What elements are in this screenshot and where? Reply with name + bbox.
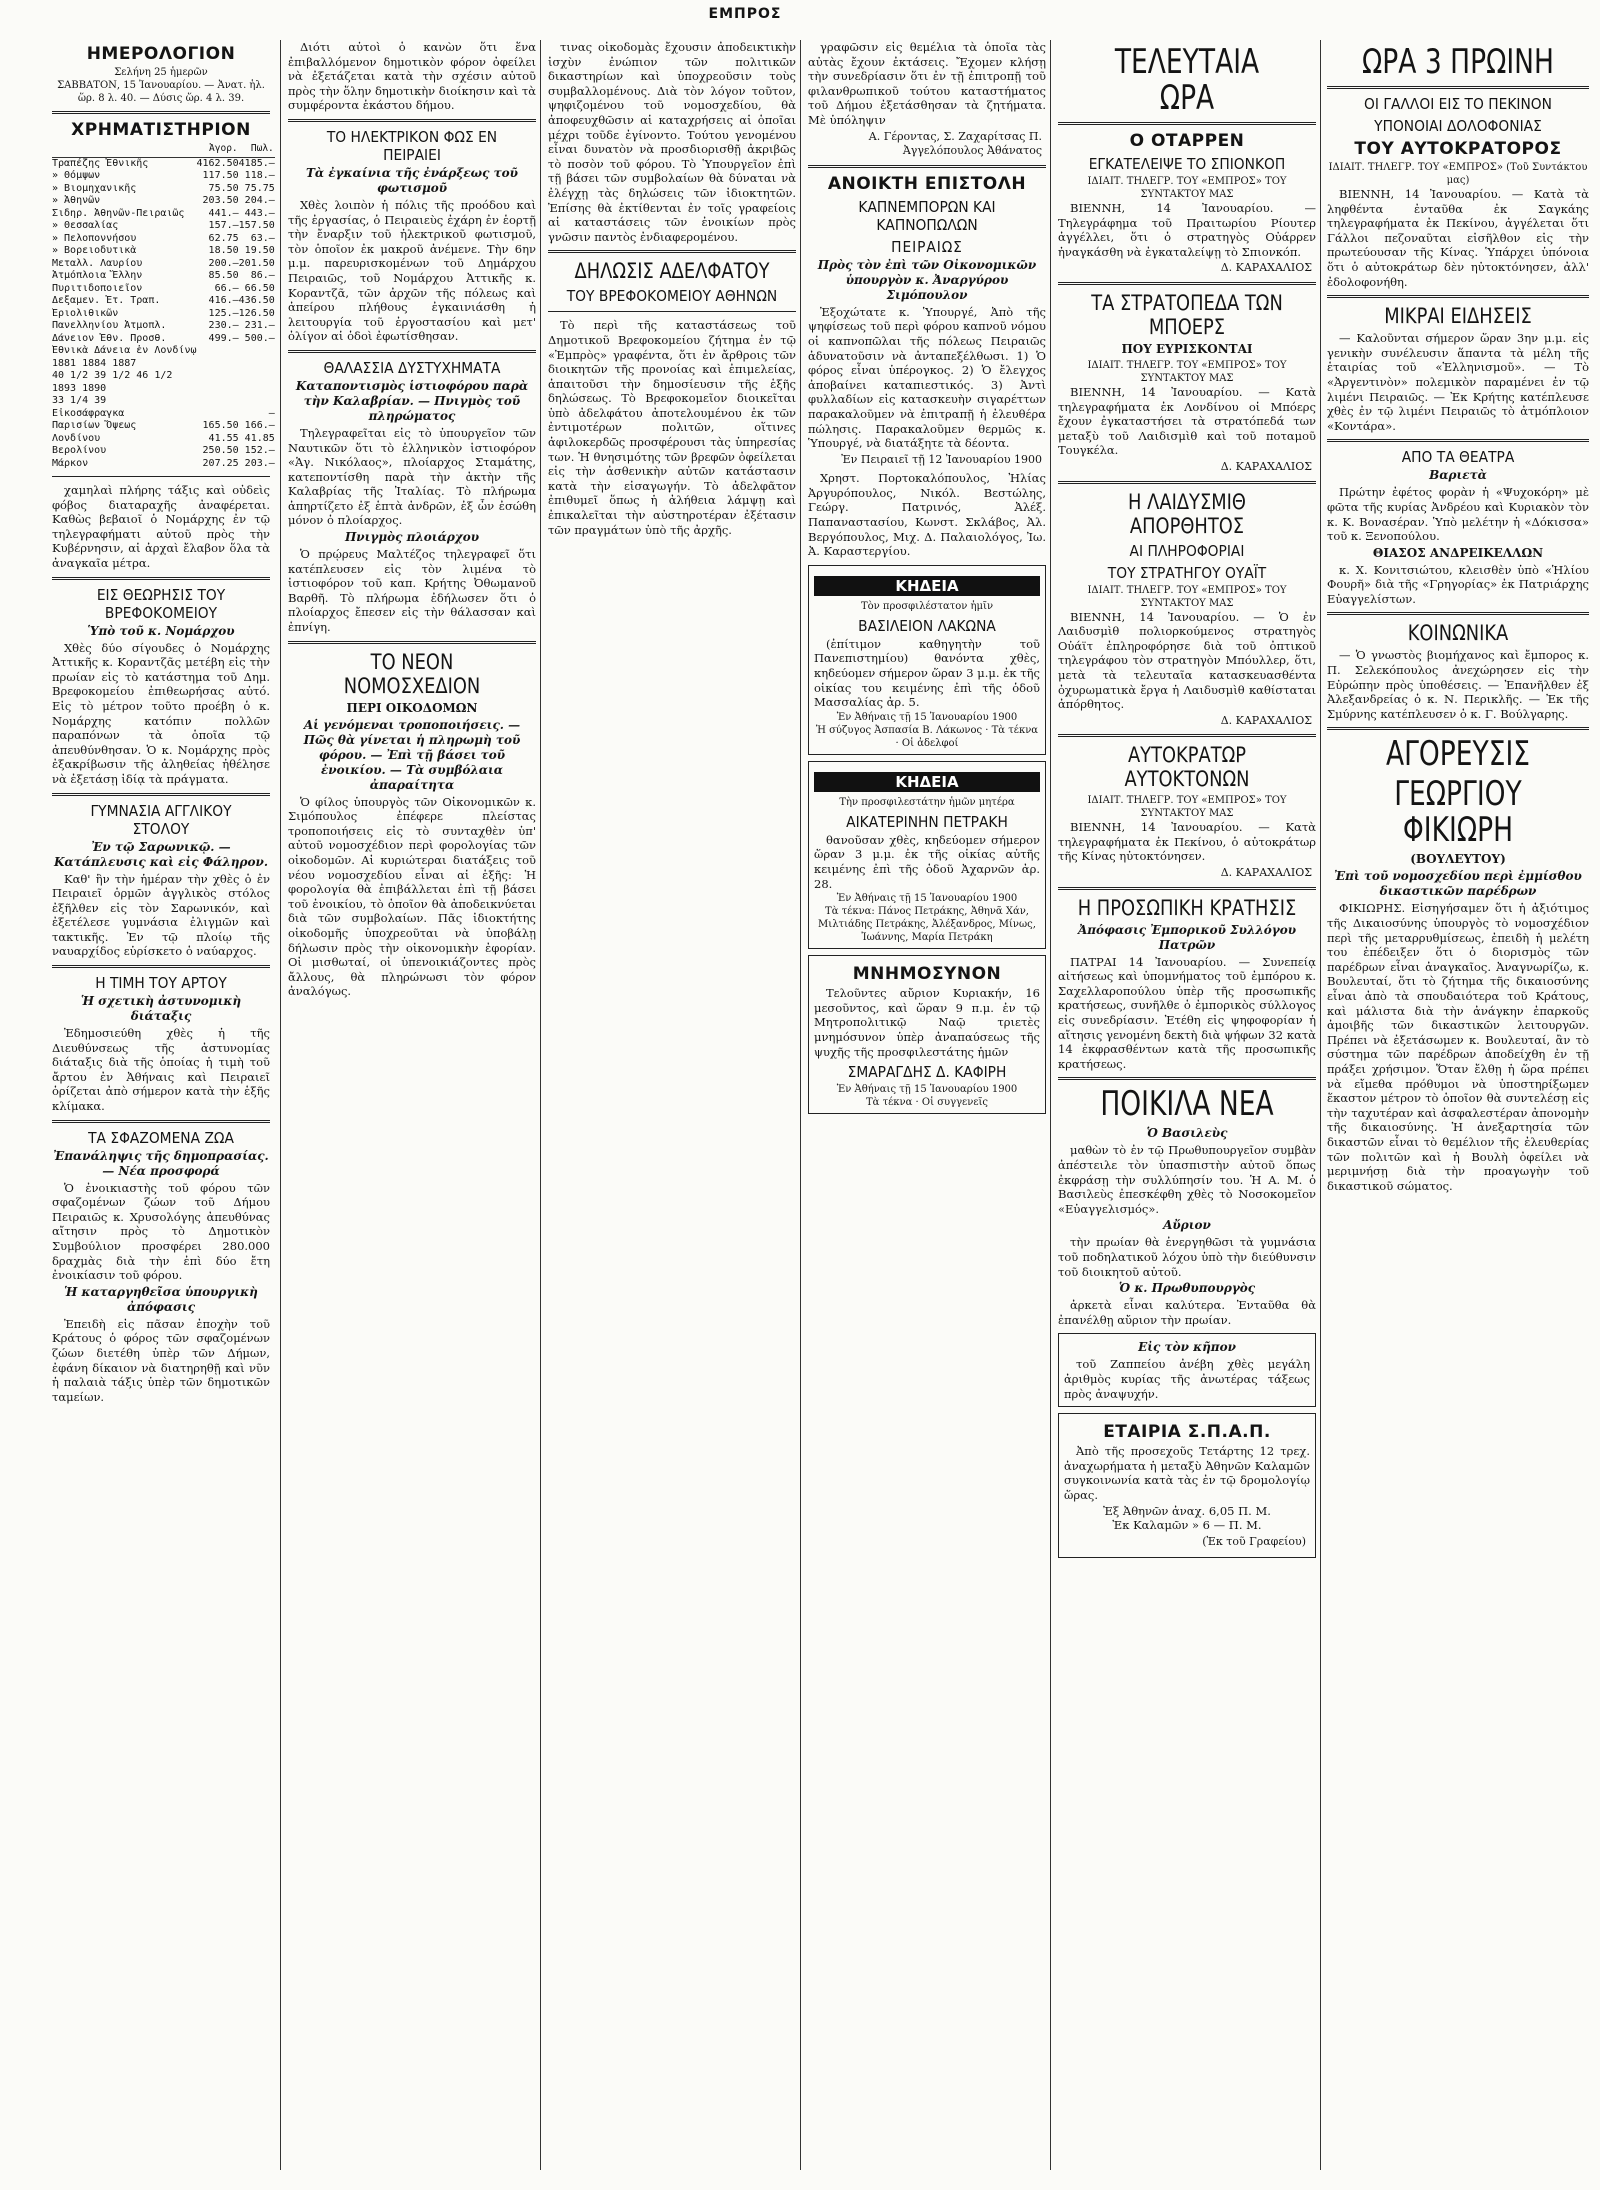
sell-price: 118.— (244, 170, 275, 181)
signers-list: Χρηστ. Πορτοκαλόπουλος, Ἠλίας Ἀργυρόπουλος, Νικόλ. Βεστώλης, Γεώργ. Πατρινός, Ἀλέξ. Παπαναστασίου, Κωνστ. Σκλάβος, Ἀλ. Βεργόπουλος, Μιχ. Δ. Παλαιολόγος, Ἰω. Ἀ. Καραστεργίου. (808, 471, 1046, 559)
exchange-header-cell: Πωλ. (239, 142, 275, 157)
exchange-row (52, 195, 275, 208)
headline-secondary: ΠΟΥ ΕΥΡΙΣΚΟΝΤΑΙ (1121, 341, 1253, 356)
exchange-row (52, 345, 275, 358)
article-text: Χθὲς δύο σίγουδες ὁ Νομάρχης Ἀττικῆς κ. Κοραντζᾶς μετέβη εἰς τὴν πρωίαν εἰς τὸ κατάστημα τοῦ Δημ. Βρεφοκομείου ἐπιθεωρήσας αὐτό. Εἰς τὸ μέτρον τοῦτο προέβη ὁ κ. Νομάρχης κατόπιν πολλῶν παραπόνων τὰ ὁποῖα τῷ ἀπευθύνθησαν. Ὁ κ. Νομάρχης πρὸς ἐξακρίβωσιν τῆς ἀληθείας ἠθέλησε νὰ ἐξετάσῃ ἰδίᾳ τὰ πράγματα. (52, 640, 270, 786)
calendar-title: ΗΜΕΡΟΛΟΓΙΟΝ (86, 44, 236, 64)
subheadline: (ΒΟΥΛΕΥΤΟΥ) (1410, 852, 1506, 867)
exchange-row (52, 370, 275, 383)
buy-price: 157.— (208, 220, 239, 231)
security-name: » Βιομηχανικῆς (52, 182, 137, 194)
subheadline: Αὔριον (1163, 1218, 1211, 1233)
article-text: Ἐπειδὴ εἰς πᾶσαν ἐποχὴν τοῦ Κράτους ὁ φόρος τῶν σφαζομένων ζώων διετέθη ὑπὲρ τῶν Δήμων, ἐφάνη δίκαιον νὰ διατηρηθῇ καὶ νῦν ἡ παλαιὰ τάξις ὑπὲρ τῶν δημοτικῶν ταμείων. (52, 1316, 270, 1404)
buy-price: 499.— (208, 332, 239, 344)
subheadline: Ἐπανάληψις τῆς δημοπρασίας. — Νέα προσφορά (53, 1148, 269, 1178)
security-name: » Βορειοδυτικὰ (52, 245, 137, 256)
letter-date: Ἐν Πειραιεῖ τῇ 12 Ἰανουαρίου 1900 (841, 452, 1042, 466)
sell-price (239, 370, 275, 383)
article-text: — Ὁ γνωστὸς βιομήχανος καὶ ἔμπορος κ. Π. Σελεκόπουλος ἀνεχώρησεν εἰς τὴν Εὐρώπην πρὸς ὑποθέσεις. — Ἐπανῆλθεν ἐξ Ἀλεξανδρείας ὁ κ. Ν. Περικλῆς. — Ἐκ τῆς Σμύρνης κατέπλευσεν ὁ κ. Γ. Βούλγαρης. (1327, 648, 1589, 721)
headline-tertiary: ΤΟΥ ΣΤΡΑΤΗΓΟΥ ΟΥΑΪΤ (1107, 563, 1267, 582)
subheadline: Ἐν τῷ Σαρωνικῷ. — Κατάπλευσις καὶ εἰς Φάληρον. (53, 839, 269, 869)
buy-price (197, 345, 239, 358)
sell-price: 63.— (250, 232, 275, 244)
funeral-family: Τὰ τέκνα: Πάνος Πετράκης, Ἀθηνᾶ Χάν, Μιλτιάδης Πετράκης, Ἀλέξανδρος, Μίνως, Ἰωάννης, Μαρία Πετράκη (818, 906, 1036, 944)
headline: ΤΟ ΝΕΟΝ ΝΟΜΟΣΧΕΔΙΟΝ (343, 649, 481, 698)
security-name: Ἐριολιθικῶν (52, 307, 119, 319)
notice-text: τοῦ Ζαππείου ἀνέβη χθὲς μεγάλη ἀριθμὸς κυρίας τῆς ἀνωτέρας τάξεως πρὸς ἀναψυχήν. (1064, 1357, 1310, 1401)
sell-price (239, 383, 275, 396)
article-text: Χθὲς λοιπὸν ἡ πόλις τῆς προόδου καὶ τῆς ἐργασίας, ὁ Πειραιεὺς ἐχάρη ἐν ἑορτῇ τὴν ἔναρξιν τοῦ ἠλεκτρικοῦ φωτισμοῦ, τὸν ὁποῖον ἐκ μακροῦ ἀνέμενε. Τὴν 6ην μ.μ. παρευρισκομένων τοῦ Δημάρχου Πειραιῶς, τοῦ Νομάρχου Ἀττικῆς κ. Κοραντζᾶ, τῶν ἀρχῶν τῆς πόλεως καὶ ἀπείρου πλήθους ἐγκαινιάσθη ἡ λειτουργία τοῦ ἐργοστασίου καὶ μετ' ὀλίγον αἱ ὁδοὶ ἐφωτίσθησαν. (288, 197, 536, 344)
headline: ΤΑ ΣΤΡΑΤΟΠΕΔΑ ΤΩΝ ΜΠΟΕΡΣ (1091, 290, 1283, 339)
memorial-text: Τελοῦντες αὔριον Κυριακήν, 16 μεσοῦντος, καὶ ὥραν 9 π.μ. ἐν τῷ Μητροπολιτικῷ Ναῷ τριετὲς μνημόσυνον ὑπὲρ ἀναπαύσεως τῆς ψυχῆς τῆς προσφιλεστάτης ἡμῶν (814, 986, 1040, 1059)
exchange-row (52, 245, 275, 258)
security-name: Λονδίνου (52, 432, 101, 444)
security-name: Ἀτμόπλοια Ἕλλην (52, 270, 143, 281)
article-text: ΒΙΕΝΝΗ, 14 Ἰανουαρίου. — Κατὰ τηλεγραφήματα ἐκ Πεκίνου, ὁ αὐτοκράτωρ τῆς Κίνας ηὐτοκτόνησεν. (1058, 820, 1316, 864)
exchange-row (52, 395, 275, 408)
headline: ΚΟΙΝΩΝΙΚΑ (1407, 621, 1509, 646)
exchange-header-cell (52, 142, 197, 157)
security-name: Τραπέζης Ἐθνικῆς (52, 157, 149, 169)
column-5 (1050, 40, 1323, 2170)
correspondent: Δ. ΚΑΡΑΧΑΛΙΟΣ (1220, 713, 1312, 727)
security-name: » Πελοποννήσου (52, 232, 137, 244)
sell-price: 41.85 (244, 432, 275, 444)
subheadline: Ἡ σχετικὴ ἀστυνομικὴ διάταξις (80, 994, 242, 1024)
headline: ΔΗΛΩΣΙΣ ΑΔΕΛΦΑΤΟΥ (574, 259, 770, 284)
exchange-row (52, 458, 275, 471)
subheadline: Βαριετὰ (1429, 468, 1487, 483)
wire-credit: ΙΔΙΑΙΤ. ΤΗΛΕΓΡ. ΤΟΥ «ΕΜΠΡΟΣ» ΤΟΥ ΣΥΝΤΑΚΤΟΥ ΜΑΣ (1087, 176, 1287, 200)
signature: Α. Γέροντας, Σ. Ζαχαρίτσας Π. Ἀγγελόπουλος Ἀθάνατος (868, 129, 1042, 158)
buy-price: 75.50 (208, 182, 239, 194)
wire-credit: ΙΔΙΑΙΤ. ΤΗΛΕΓΡ. ΤΟΥ «ΕΜΠΡΟΣ» (Τοῦ Συντάκτου μας) (1328, 162, 1588, 186)
buy-price: 207.25 (202, 457, 239, 469)
buy-price: 62.75 (208, 232, 239, 244)
article-text: τὴν πρωίαν θὰ ἐνεργηθῶσι τὰ γυμνάσια τοῦ ποδηλατικοῦ λόχου ὑπὸ τὴν διεύθυνσιν τοῦ διοικητοῦ αὐτοῦ. (1058, 1235, 1316, 1279)
headline: ΤΟ ΗΛΕΚΤΡΙΚΟΝ ΦΩΣ ΕΝ ΠΕΙΡΑΙΕΙ (326, 127, 498, 164)
subheadline: Ἀπόφασις Ἐμπορικοῦ Συλλόγου Πατρῶν (1077, 922, 1297, 952)
memorial-name: ΣΜΑΡΑΓΔΗΣ Δ. ΚΑΦΙΡΗ (847, 1063, 1007, 1082)
security-name: Μάρκον (52, 457, 89, 469)
buy-price: 41.55 (208, 432, 239, 444)
exchange-row (52, 258, 275, 271)
article-text: Διότι αὐτοὶ ὁ κανὼν ὅτι ἕνα ἐπιβαλλόμενον δημοτικὸν φόρον ὀφείλει νὰ ἐξετάζεται κατὰ τὴν σχέσιν αὐτοῦ πρὸς τὴν ὅλην δημοτικὴν διοίκησιν καὶ τὰ συμφέροντα ἑκάστου δήμου. (288, 40, 536, 113)
sell-price: 231.— (244, 320, 275, 331)
headline-secondary: ΤΟΥ ΒΡΕΦΟΚΟΜΕΙΟΥ ΑΘΗΝΩΝ (566, 287, 778, 306)
security-name: Εἰκοσάφραγκα (52, 407, 125, 419)
subheadline: Ἐπὶ τοῦ νομοσχεδίου περὶ ἐμμίσθου δικαστικῶν παρέδρων (1334, 869, 1582, 899)
headline: ΤΑ ΣΦΑΖΟΜΕΝΑ ΖΩΑ (88, 1128, 234, 1147)
buy-price (197, 370, 239, 383)
column-1 (52, 40, 276, 2170)
buy-price: 230.— (208, 320, 239, 331)
security-name: 33 1/4 39 (52, 395, 107, 406)
exchange-row (52, 433, 275, 446)
headline: ΜΙΚΡΑΙ ΕΙΔΗΣΕΙΣ (1384, 304, 1532, 329)
subheadline: Ὁ κ. Πρωθυπουργὸς (1118, 1281, 1256, 1296)
correspondent: Δ. ΚΑΡΑΧΑΛΙΟΣ (1220, 866, 1312, 880)
article-text: ΒΙΕΝΝΗ, 14 Ἰανουαρίου. — Κατὰ τὰ ληφθέντα ἐνταῦθα ἐκ Σαγκάης τηλεγραφήματα ἐκ Πεκίνου, ἀγγέλεται ὅτι Γάλλοι πεζοναῦται εἰσῆλθον εἰς τὴν πρωτεύουσαν τῆς Κίνας. Ὑπάρχει ὑπόνοια ὅτι ὁ αὐτοκράτωρ δὲν ηὐτοκτόνησεν, ἀλλ' ἐδολοφονήθη. (1327, 187, 1589, 289)
correspondent: Δ. ΚΑΡΑΧΑΛΙΟΣ (1220, 261, 1312, 275)
sell-price: 204.— (244, 195, 275, 206)
exchange-row (52, 408, 275, 421)
sell-price: 75.75 (244, 182, 275, 194)
security-name: Πανελληνίου Ἀτμοπλ. (52, 320, 167, 331)
exchange-row (52, 295, 275, 308)
buy-price: 18.50 (208, 245, 239, 256)
article-text: ΠΑΤΡΑΙ 14 Ἰανουαρίου. — Συνεπείᾳ αἰτήσεως καὶ ὑπομνήματος τοῦ ἐμπόρου κ. Σαχελλαροπούλου ὑπὲρ τῆς προσωπικῆς κρατήσεως, συνῆλθε ὁ ἐμπορικὸς σύλλογος εἰς συνεδρίασιν. Ἐτέθη εἰς ψηφοφορίαν ἡ αἴτησις γενομένη δεκτὴ διὰ ψήφων 32 κατὰ 14 ἐκφρασθέντων κατὰ τῆς προσωπικῆς κρατήσεως. (1058, 954, 1316, 1071)
column-3 (540, 40, 803, 2170)
masthead: ΕΜΠΡΟΣ (708, 6, 782, 22)
exchange-row (52, 183, 275, 196)
sell-price: 152.— (244, 445, 275, 456)
buy-price: 200.— (208, 257, 239, 269)
timetable-row: Ἐξ Ἀθηνῶν ἀναχ. 6,05 Π. Μ. (1103, 1503, 1271, 1518)
article-text: μαθὼν τὸ ἐν τῷ Πρωθυπουργεῖον συμβὰν ἀπέστειλε τὸν ὑπασπιστὴν αὐτοῦ ὅπως ἐκφράσῃ τὴν συλλύπησίν του. Ἡ Α. Μ. ὁ Βασιλεὺς ἐπεσκέφθη χθὲς τὸ Νοσοκομεῖον «Εὐαγγελισμός». (1058, 1143, 1316, 1216)
buy-price: 441.— (208, 207, 239, 219)
memorial-family: Τὰ τέκνα · Οἱ συγγενεῖς (865, 1097, 989, 1109)
exchange-row (52, 220, 275, 233)
exchange-row (52, 358, 275, 371)
security-name: Πυριτιδοποιεῖον (52, 282, 143, 294)
sell-price: 86.— (250, 270, 275, 281)
timetable-row: Ἐκ Καλαμῶν » 6 — Π. Μ. (1112, 1518, 1262, 1533)
sell-price: 436.50 (238, 295, 275, 306)
headline: Η ΠΡΟΣΩΠΙΚΗ ΚΡΑΤΗΣΙΣ (1077, 895, 1297, 920)
funeral-notice-2 (808, 761, 1046, 949)
article-text: ἀρκετὰ εἶναι καλύτερα. Ἐνταῦθα θὰ ἐπανέλθῃ αὔριον τὴν πρωίαν. (1058, 1298, 1316, 1327)
subheadline: Αἱ γενόμεναι τροποποιήσεις. — Πῶς θὰ γίνεται ἡ πληρωμὴ τοῦ φόρου. — Ἐπὶ τῇ βάσει τοῦ ἐνοικίου. — Τὰ συμβόλαια ἀπαραίτητα (303, 717, 521, 792)
headline-tertiary: ΠΕΙΡΑΙΩΣ (891, 237, 963, 256)
sell-price: 4185.— (238, 157, 275, 169)
article-text: ΦΙΚΙΩΡΗΣ. Εἰσηγήσαμεν ὅτι ἡ ἀξιότιμος τῆς Δικαιοσύνης ὑπουργὸς τὸ νομοσχέδιον περὶ τῆς μεταρρυθμίσεως, ἐπειδὴ ἡ μελέτη του ἐπέδειξεν ὅτι ὁ διορισμὸς τῶν παρέδρων εἶναι ἀναγκαῖος. Ἀναγνωρίζω, κ. Βουλευταί, ὅτι τὸ ζήτημα τῆς δικαιοσύνης εἶναι ἀπὸ τὰ σπουδαιότερα τοῦ Κράτους, καὶ μάλιστα διὰ τὴν ἀνάγκην ἐπαρκοῦς ἀμοιβῆς τῶν δικαστικῶν λειτουργῶν. Πρέπει νὰ ἐξετάσωμεν κ. Βουλευταί, ἂν τὸ σύστημα τῶν παρέδρων ἀποδείχθη ἐν τῇ πράξει χρήσιμον. Ὅταν ἔλθῃ ἡ ὥρα πρέπει νὰ εἴμεθα πρόθυμοι νὰ ὑποστηρίξωμεν ἕκαστον μέτρον τὸ ὁποῖον θὰ συντελέσῃ εἰς τὴν ταχυτέραν καὶ ἀσφαλεστέραν ἀπονομὴν τῆς δικαιοσύνης. Ἡ ἀνεξαρτησία τῶν δικαστῶν εἶναι τὸ θεμέλιον τῆς ἐλευθερίας τῶν πολιτῶν καὶ ἡ Βουλὴ ὀφείλει νὰ μεριμνήσῃ διὰ τὴν προαγωγὴν τοῦ δικαστικοῦ σώματος. (1327, 901, 1589, 1193)
buy-price: 66.— (214, 282, 239, 294)
headline: ΕΙΣ ΘΕΩΡΗΣΙΣ ΤΟΥ ΒΡΕΦΟΚΟΜΕΙΟΥ (96, 585, 226, 622)
exchange-row (52, 157, 275, 170)
article-text: Καθ' ἣν τὴν ἡμέραν τὴν χθὲς ὁ ἐν Πειραιεῖ ὁρμῶν ἀγγλικὸς στόλος ἐξῆλθεν εἰς τὸν Σαρωνικόν, καὶ ἐξετέλεσε γυμνάσια ἐλιγμῶν καὶ τακτικῆς. Ἐν τῷ πλοίῳ τῆς ναυαρχίδος εὑρίσκετο ὁ ναύαρχος. (52, 871, 270, 959)
sell-price: — (268, 407, 275, 419)
sell-price: 19.50 (244, 245, 275, 256)
security-name: » Θόμψων (52, 170, 101, 181)
subheadline: Ἡ καταργηθεῖσα ὑπουργικὴ ἀπόφασις (64, 1284, 258, 1314)
buy-price: 4162.50 (196, 157, 239, 169)
exchange-row (52, 333, 275, 346)
buy-price: 125.— (208, 307, 239, 319)
buy-price (197, 395, 239, 408)
memorial-notice (808, 955, 1046, 1114)
funeral-text: θανοῦσαν χθὲς, κηδεύομεν σήμερον ὥραν 3 μ.μ. ἐκ τῆς οἰκίας αὐτῆς κειμένης ἐπὶ τῆς ὁδοῦ Ἀχαρνῶν ἀρ. 28. (814, 832, 1040, 891)
article-text: Πρώτην ἐφέτος φορὰν ἡ «Ψυχοκόρη» μὲ φῶτα τῆς κυρίας Ἀνδρέου καὶ Κυριακὸν τὸν κ. Κ. Βονασέραν. Ὑπὸ μελέτην ἡ «Δόκισσα» τοῦ κ. Ξενοπούλου. (1327, 485, 1589, 544)
funeral-intro: Τὸν προσφιλέστατον ἡμῖν (860, 600, 994, 612)
headline: Ο ΟΤΑΡΡΕΝ (1129, 131, 1245, 151)
sell-price: 166.— (244, 420, 275, 431)
correspondent: Δ. ΚΑΡΑΧΑΛΙΟΣ (1220, 459, 1312, 473)
buy-price (197, 383, 239, 396)
article-text: Τηλεγραφεῖται εἰς τὸ ὑπουργεῖον τῶν Ναυτικῶν ὅτι τὸ ἑλληνικὸν ἱστιοφόρον «Ἁγ. Νικόλαος», πλοίαρχος Σταμάτης, κατεποντίσθη παρὰ τὴν ἀκτὴν τῆς Καλαβρίας τῆς Ἰταλίας. Τὸ πλήρωμα ἀπηρτίζετο ἐξ ἑπτὰ ἀνδρῶν, ἐξ ὧν ἐσώθη μόνον ὁ πλοίαρχος. (288, 425, 536, 528)
columns (52, 40, 1592, 2170)
wire-credit: ΙΔΙΑΙΤ. ΤΗΛΕΓΡ. ΤΟΥ «ΕΜΠΡΟΣ» ΤΟΥ ΣΥΝΤΑΚΤΟΥ ΜΑΣ (1087, 795, 1287, 820)
sell-price: 500.— (244, 332, 275, 344)
funeral-text: (ἐπίτιμον καθηγητὴν τοῦ Πανεπιστημίου) θανόντα χθὲς, κηδεύομεν σήμερον ὥραν 3 μ.μ. ἐκ τῆς οἰκίας του κειμένης ἐπὶ τῆς ὁδοῦ Μασσαλίας ἀρ. 5. (814, 636, 1040, 710)
exchange-title: ΧΡΗΜΑΤΙΣΤΗΡΙΟΝ (71, 120, 251, 140)
article-text: γραφῶσιν εἰς θεμέλια τὰ ὁποῖα τὰς αὐτὰς ἔχουν ἐκτάσεις. Ἔχομεν κλήσῃ τὴν συνεδρίασιν ὅτι ἐν τῇ ἐπιτροπῇ τοῦ φιλανθρωπικοῦ τούτου καταστήματος τοῦ Δήμου ἐξετάσθησαν τὰ ζητήματα. Μὲ ὑπόληψιν (808, 40, 1046, 127)
headline-secondary: ΠΕΡΙ ΟΙΚΟΔΟΜΩΝ (346, 700, 478, 715)
sell-price (239, 345, 275, 358)
security-name: Σιδηρ. Ἀθηνῶν-Πειραιῶς (52, 207, 185, 219)
funeral-name: ΑΙΚΑΤΕΡΙΝΗΝ ΠΕΤΡΑΚΗ (846, 812, 1008, 831)
exchange-row (52, 320, 275, 333)
headline-tertiary: ΤΟΥ ΑΥΤΟΚΡΑΤΟΡΟΣ (1354, 139, 1562, 159)
sell-price: 157.50 (238, 220, 275, 231)
exchange-header-cell: Ἀγορ. (197, 142, 239, 157)
calendar-moon: Σελήνη 25 ἡμερῶν (114, 67, 208, 78)
column-6 (1320, 40, 1595, 2170)
article-text: ΒΙΕΝΝΗ, 14 Ἰανουαρίου. — Κατὰ τηλεγραφήματα ἐκ Λονδίνου οἱ Μπόερς ἔχουν ἐγκαταστήσει τὰ στρατόπεδά των μεταξὺ τοῦ Λαιδισμὶθ καὶ τοῦ ποταμοῦ Τουγκέλα. (1058, 384, 1316, 458)
exchange-table (52, 142, 275, 470)
subheadline: Τὰ ἐγκαίνια τῆς ἐνάρξεως τοῦ φωτισμοῦ (306, 165, 518, 195)
headline: ΑΥΤΟΚΡΑΤΩΡ ΑΥΤΟΚΤΟΝΩΝ (1124, 743, 1250, 792)
sell-price: 66.50 (244, 282, 275, 294)
article-text: τινας οἰκοδομὰς ἔχουσιν ἀποδεικτικὴν ἰσχὺν ἐνώπιον τῶν πολιτικῶν δικαστηρίων καὶ ὑποχρεοῦσιν τοὺς συμβαλλομένους. Διὰ τὸν λόγον τοῦτον, ψηφιζομένου τοῦ νομοσχεδίου, θὰ ἀποφευχθῶσιν αἱ καταχρήσεις αἱ ὁποῖαι μέχρι τοῦδε ἐγίνοντο. Τούτου γενομένου εἶναι δυνατὸν νὰ προσδιορισθῇ ἀκριβῶς τὸ ποσὸν τοῦ φόρου. Τὸ Ὑπουργεῖον ἐπὶ τῇ βάσει τῶν συμβολαίων θὰ δύναται νὰ ἐλέγχῃ τὰς δηλώσεις τῶν ἰδιοκτητῶν. Ἐπίσης θὰ ἐκτίθενται ἐν τοῖς γραφείοις αἱ καταστάσεις τῶν ἐνοικίων πρὸς γνῶσιν παντὸς ἐνδιαφερομένου. (548, 40, 796, 244)
memorial-date: Ἐν Ἀθήναις τῇ 15 Ἰανουαρίου 1900 (836, 1084, 1018, 1096)
company-text: Ἀπὸ τῆς προσεχοῦς Τετάρτης 12 τρεχ. ἀναχωρήματα ἡ μεταξὺ Ἀθηνῶν Καλαμῶν συγκοινωνία κατὰ τὰς ἐν τῷ δρομολογίῳ ὥρας. (1064, 1444, 1310, 1502)
funeral-family: Ἡ σύζυγος Ἀσπασία Β. Λάκωνος · Τὰ τέκνα · Οἱ ἀδελφοί (815, 724, 1039, 749)
notice-title: Εἰς τὸν κῆπον (1138, 1340, 1236, 1355)
article-text: Ἐδημοσιεύθη χθὲς ἡ τῆς Διευθύνσεως τῆς ἀστυνομίας διάταξις διὰ τῆς ὁποίας ἡ τιμὴ τοῦ ἄρτου ἐν Ἀθήναις καὶ Πειραιεῖ ὁρίζεται ἀπὸ σήμερον κατὰ τὴν ἑξῆς κλίμακα. (52, 1026, 270, 1114)
article-text: κ. Χ. Κονιτσιώτου, κλεισθὲν ὑπὸ «Ἡλίου Φουρῆ» διὰ τῆς «Γρηγορίας» ἐκ Πατριάρχης Εὐαγγελίστων. (1327, 562, 1589, 606)
article-text: ΒΙΕΝΝΗ, 14 Ἰανουαρίου. — Τηλεγράφημα τοῦ Πραιτωρίου Ρίουτερ ἀγγέλλει, ὅτι ὁ στρατηγὸς Οὐάρρεν ἠναγκάσθη νὰ ἐγκαταλείψῃ τὸ Σπιονκόπ. (1058, 201, 1316, 259)
calendar-date: ΣΑΒΒΑΤΟΝ, 15 Ἰανουαρίου. — Ἀνατ. ἡλ. ὥρ. 8 λ. 40. — Δύσις ὥρ. 4 λ. 39. (57, 80, 265, 104)
notice-box (1058, 1333, 1316, 1407)
security-name: Μεταλλ. Λαυρίου (52, 257, 143, 269)
company-title: ΕΤΑΙΡΙΑ Σ.Π.Α.Π. (1103, 1422, 1271, 1443)
buy-price: 85.50 (208, 270, 239, 281)
headline: ΑΓΟΡΕΥΣΙΣ (1385, 734, 1531, 775)
headline: ΘΑΛΑΣΣΙΑ ΔΥΣΤΥΧΗΜΑΤΑ (323, 358, 501, 377)
article-text: — Καλοῦνται σήμερον ὥραν 3ην μ.μ. εἰς γενικὴν συνέλευσιν ἅπαντα τὰ μέλη τῆς ἑταιρίας τοῦ «Ἑλληνισμοῦ». — Τὸ «Ἀργεντινὸν» πολεμικὸν παραμένει ἐν τῷ λιμένι Πειραιῶς. — Ἐκ Κρήτης κατέπλευσε χθὲς ἐν τῷ λιμένι Πειραιῶς τὸ ἀτμόπλοιον «Κοντάρα». (1327, 331, 1589, 433)
article-text: Ὁ φίλος ὑπουργὸς τῶν Οἰκονομικῶν κ. Σιμόπουλος ἐπέφερε πλείστας τροποποιήσεις εἰς τὸ συνταχθὲν ὑπ' αὐτοῦ νομοσχέδιον περὶ φορολογίας τῶν οἰκοδομῶν. Αἱ κυριώτεραι διατάξεις τοῦ νέου νομοσχεδίου εἶναι αἱ ἑξῆς: Ἡ φορολογία θὰ ἐπιβάλλεται ἐπὶ τῇ βάσει τοῦ ἐνοικίου, τὸ ὁποῖον θὰ ἀποδεικνύεται διὰ τῶν συμβολαίων. Πᾶς ἰδιοκτήτης οἰκοδομῆς ὑποχρεοῦται νὰ ὑποβάλῃ δήλωσιν πρὸς τὴν οἰκονομικὴν ἐφορίαν. Οἱ μισθωταί, οἱ ὑπενοικιάζοντες πρὸς ἄλλους, θὰ πληρώνωσι τὸν φόρον ἀναλόγως. (288, 794, 536, 999)
funeral-notice-1 (808, 565, 1046, 755)
headline-secondary: ΓΕΩΡΓΙΟΥ ΦΙΚΙΩΡΗ (1394, 774, 1522, 851)
security-name: 40 1/2 39 1/2 46 1/2 (52, 370, 173, 381)
article-text: Τὸ περὶ τῆς καταστάσεως τοῦ Δημοτικοῦ Βρεφοκομείου ζήτημα ἐν τῷ «Ἐμπρὸς» γραφέντα, ὅτι ἐν ἄρθροις τῶν διοικητῶν τῆς προνοίας καὶ ἐπιμελείας, ἀπαιτοῦσι τὴν δημοσίευσιν τῆς ἑξῆς δηλώσεως. Τὸ Βρεφοκομεῖον διοικεῖται ὑπὸ ἀδελφάτου ἀποτελουμένου ἐκ τῶν ἐντιμοτέρων πολιτῶν, οἵτινες ἀφιλοκερδῶς προσφέρουσι τὰς ὑπηρεσίας των. Ἡ θνησιμότης τῶν βρεφῶν ὀφείλεται εἰς τὴν ἀσθενικὴν αὐτῶν κατάστασιν κατὰ τὴν εἰσαγωγήν. Τὸ ἀδελφᾶτον ἐπιθυμεῖ ὅπως ἡ ἀλήθεια λάμψῃ καὶ ἐπικαλεῖται τὴν αὐστηροτέραν ἐξέτασιν τῶν πραγμάτων ὑπὸ τῆς ἀρχῆς. (548, 318, 796, 537)
exchange-row (52, 270, 275, 283)
exchange-row (52, 383, 275, 396)
sell-price: 201.50 (238, 257, 275, 269)
buy-price: 250.50 (202, 445, 239, 456)
headline: ΓΥΜΝΑΣΙΑ ΑΓΓΛΙΚΟΥ ΣΤΟΛΟΥ (90, 801, 232, 838)
exchange-row (52, 170, 275, 183)
buy-price: 117.50 (202, 170, 239, 181)
headline-secondary: ΥΠΟΝΟΙΑΙ ΔΟΛΟΦΟΝΙΑΣ (1374, 117, 1542, 135)
subheadline: Καταποντισμὸς ἱστιοφόρου παρὰ τὴν Καλαβρίαν. — Πνιγμὸς τοῦ πληρώματος (295, 378, 529, 423)
buy-price: 416.— (208, 295, 239, 306)
security-name: » Θεσσαλίας (52, 220, 119, 231)
subheadline: ΘΙΑΣΟΣ ΑΝΔΡΕΙΚΕΛΛΩΝ (1372, 545, 1544, 560)
wire-credit: ΙΔΙΑΙΤ. ΤΗΛΕΓΡ. ΤΟΥ «ΕΜΠΡΟΣ» ΤΟΥ ΣΥΝΤΑΚΤΟΥ ΜΑΣ (1087, 359, 1287, 384)
exchange-row (52, 420, 275, 433)
buy-price: 165.50 (202, 420, 239, 431)
section-title: ΤΕΛΕΥΤΑΙΑ ΩΡΑ (1114, 42, 1260, 118)
funeral-title: ΚΗΔΕΙΑ (814, 772, 1040, 792)
sell-price: 443.— (244, 207, 275, 219)
security-name: 1893 1890 (52, 382, 107, 394)
exchange-row (52, 208, 275, 221)
exchange-row (52, 233, 275, 246)
buy-price (197, 358, 239, 371)
buy-price: 203.50 (202, 195, 239, 206)
sell-price: 126.50 (238, 307, 275, 319)
wire-credit: ΙΔΙΑΙΤ. ΤΗΛΕΓΡ. ΤΟΥ «ΕΜΠΡΟΣ» ΤΟΥ ΣΥΝΤΑΚΤΟΥ ΜΑΣ (1087, 584, 1287, 609)
subheadline: Πνιγμὸς πλοιάρχου (344, 530, 480, 545)
article-text: ΒΙΕΝΝΗ, 14 Ἰανουαρίου. — Ὁ ἐν Λαιδυσμὶθ πολιορκούμενος στρατηγὸς Οὐάϊτ ἐπληροφόρησε διὰ τοῦ ὀπτικοῦ τηλεγράφου τὸν στρατηγὸν Μπόυλλερ, ὅτι, μετὰ τὰ τελευταῖα κατασκευασθέντα ὀχυρωματικὰ ἔργα ἡ Λαιδυσμὶθ καθίσταται ἀπόρθητος. (1058, 609, 1316, 712)
security-name: Δάνειον Ἐθν. Προσθ. (52, 332, 167, 344)
company-notice (1058, 1413, 1316, 1558)
headline-secondary: ΕΓΚΑΤΕΛΕΙΨΕ ΤΟ ΣΠΙΟΝΚΟΠ (1088, 155, 1286, 173)
security-name: 1881 1884 1887 (52, 357, 137, 369)
funeral-intro: Τὴν προσφιλεστάτην ἡμῶν μητέρα (839, 796, 1015, 808)
security-name: Βερολίνου (52, 445, 107, 456)
security-name: Παρισίων Ὄψεως (52, 420, 137, 431)
headline: ΟΙ ΓΑΛΛΟΙ ΕΙΣ ΤΟ ΠΕΚΙΝΟΝ (1364, 95, 1552, 113)
column-2 (280, 40, 543, 2170)
headline: ΑΠΟ ΤΑ ΘΕΑΤΡΑ (1401, 448, 1515, 467)
column-4 (800, 40, 1053, 2170)
section-title: ΠΟΙΚΙΛΑ ΝΕΑ (1100, 1084, 1274, 1125)
headline: Η ΛΑΙΔΥΣΜΙΘ ΑΠΟΡΘΗΤΟΣ (1128, 489, 1246, 538)
article-text: χαμηλαὶ πλήρης τάξις καὶ οὐδεὶς φόβος διαταραχῆς ἀναφέρεται. Καθὼς βεβαιοῖ ὁ Νομάρχης ἐν τῷ τηλεγραφήματι αὐτοῦ πρὸς τὴν Κυβέρνησιν, αἱ ἀρχαὶ ἔλαβον ὅλα τὰ ἀναγκαῖα μέτρα. (52, 483, 270, 570)
subheadline: Ὑπὸ τοῦ κ. Νομάρχου (87, 623, 235, 638)
sell-price: 203.— (244, 457, 275, 469)
security-name: Ἐθνικὰ Δάνεια ἐν Λονδίνῳ (52, 345, 197, 356)
security-name: Δεξαμεν. Ἐτ. Τραπ. (52, 295, 161, 306)
sell-price (239, 395, 275, 408)
exchange-row (52, 283, 275, 296)
funeral-name: ΒΑΣΙΛΕΙΟΝ ΛΑΚΩΝΑ (858, 616, 996, 635)
exchange-row (52, 445, 275, 458)
article-text: Ἐξοχώτατε κ. Ὑπουργέ, Ἀπὸ τῆς ψηφίσεως τοῦ περὶ φόρου καπνοῦ νόμου οἱ καπνοπῶλαι τῆς πόλεως Πειραιῶς ἀδυνατοῦσιν νὰ ἀνταπεξέλθωσι. 1) Ὁ φόρος εἶναι ὑπέρογκος. 2) Ὁ ἔλεγχος ἀποβαίνει καταπιεστικός. 3) Ἀντὶ φυλλαδίων εἰς κατασκευὴν σιγαρέττων παρακαλοῦμεν νὰ ἐπιτραπῇ ἡ ἐλευθέρα πώλησις. Παρακαλοῦμεν θερμῶς κ. Ὑπουργέ, νὰ διατάξητε τὰ δέοντα. (808, 304, 1046, 451)
headline: ΑΝΟΙΚΤΗ ΕΠΙΣΤΟΛΗ (827, 173, 1027, 194)
article-text: Ὁ ἐνοικιαστὴς τοῦ φόρου τῶν σφαζομένων ζώων τοῦ Δήμου Πειραιῶς κ. Χρυσολόγης ἀπευθύνας αἴτησιν πρὸς τὸ Δημοτικὸν Συμβούλιον προσφέρει 280.000 δραχμὰς διὰ τὴν ἐπὶ δύο ἔτη ἐνοικίασιν τοῦ φόρου. (52, 1180, 270, 1283)
funeral-title: ΚΗΔΕΙΑ (814, 576, 1040, 596)
security-name: » Ἀθηνῶν (52, 195, 101, 206)
funeral-date: Ἐν Ἀθήναις τῇ 15 Ἰανουαρίου 1900 (836, 711, 1018, 723)
exchange-row (52, 308, 275, 321)
company-signature: (Ἐκ τοῦ Γραφείου) (1202, 1534, 1306, 1548)
headline: Η ΤΙΜΗ ΤΟΥ ΑΡΤΟΥ (95, 974, 227, 993)
buy-price (197, 408, 239, 421)
memorial-title: ΜΝΗΜΟΣΥΝΟΝ (852, 964, 1002, 985)
headline-secondary: ΑΙ ΠΛΗΡΟΦΟΡΙΑΙ (1129, 541, 1245, 560)
subheadline: Πρὸς τὸν ἐπὶ τῶν Οἰκονομικῶν ὑπουργὸν κ. Ἀναργύρου Σιμόπουλον (817, 257, 1037, 302)
headline-secondary: ΚΑΠΝΕΜΠΟΡΩΝ ΚΑΙ ΚΑΠΝΟΠΩΛΩΝ (858, 197, 996, 234)
subheadline: Ὁ Βασιλεὺς (1146, 1126, 1228, 1141)
sell-price (239, 358, 275, 371)
funeral-date: Ἐν Ἀθήναις τῇ 15 Ἰανουαρίου 1900 (836, 893, 1018, 905)
article-text: Ὁ πρῴρευς Μαλτέζος τηλεγραφεῖ ὅτι κατέπλευσεν εἰς τὸν λιμένα τὸ ἱστιοφόρον τοῦ καπ. Κρήτης Ὀθωμανοῦ Βαρθῆ. Τὸ πλήρωμα ἐδήλωσεν ὅτι ὁ πλοίαρχος ἔπεσεν εἰς τὴν θάλασσαν καὶ ἐπνίγη. (288, 547, 536, 635)
section-title: ΩΡΑ 3 ΠΡΩΙΝΗ (1362, 42, 1554, 82)
